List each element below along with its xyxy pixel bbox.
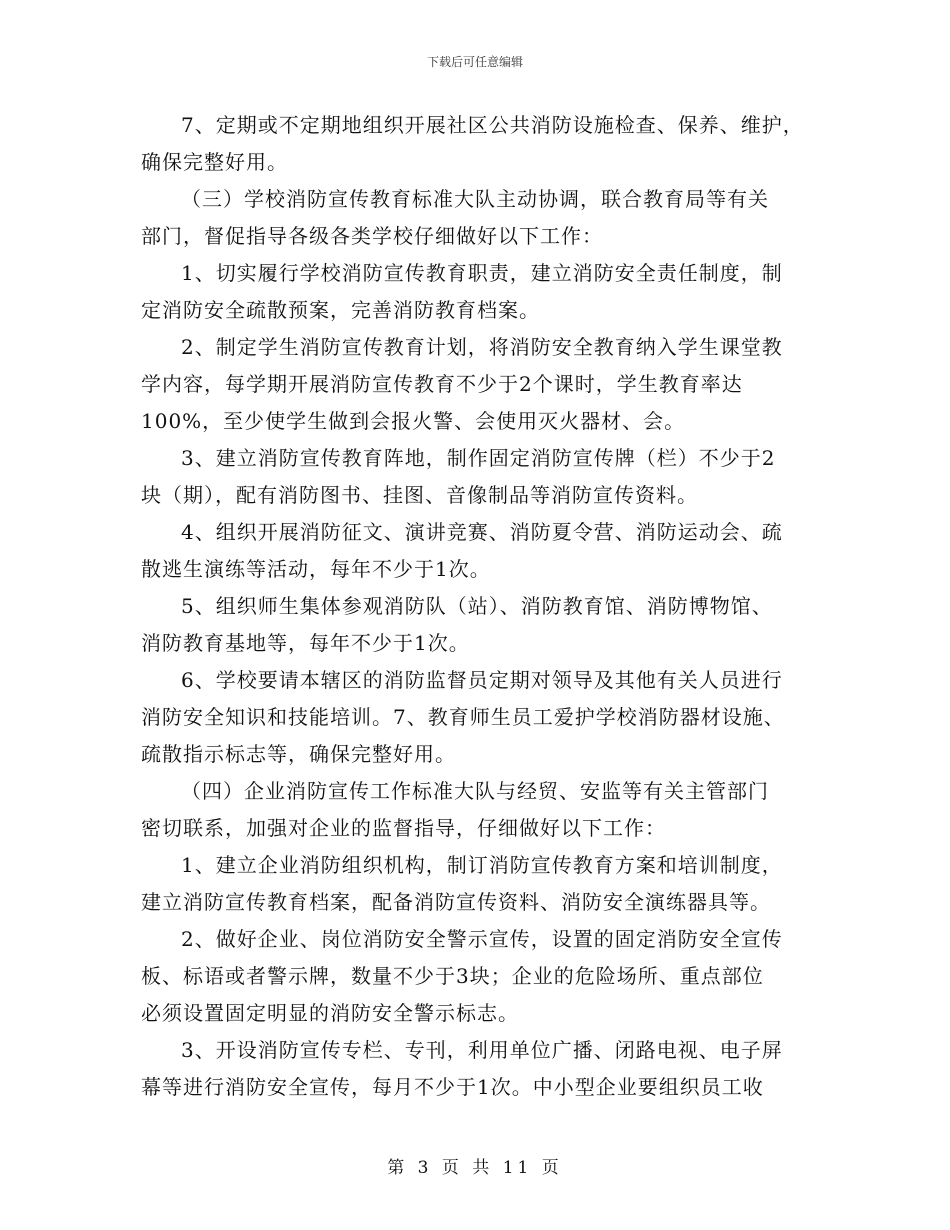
text-line: （三）学校消防宣传教育标准大队主动协调，联合教育局等有关 <box>181 187 769 211</box>
paragraph <box>141 440 811 514</box>
text-line: 2、做好企业、岗位消防安全警示宣传，设置的固定消防安全宣传 <box>181 927 783 951</box>
text-line: 块（期），配有消防图书、挂图、音像制品等消防宣传资料。 <box>141 483 698 507</box>
text-line: 消防教育基地等，每年不少于1次。 <box>141 631 470 655</box>
paragraph <box>141 921 811 1032</box>
text-line: 1、建立企业消防组织机构，制订消防宣传教育方案和培训制度， <box>181 853 783 877</box>
text-line: 建立消防宣传教育档案，配备消防宣传资料、消防安全演练器具等。 <box>141 890 771 914</box>
text-line: 必须设置固定明显的消防安全警示标志。 <box>141 1001 519 1025</box>
paragraph <box>141 773 811 847</box>
text-line: 1、切实履行学校消防宣传教育职责，建立消防安全责任制度，制 <box>181 261 783 285</box>
text-line: 散逃生演练等活动，每年不少于1次。 <box>141 557 491 581</box>
paragraph <box>141 255 811 329</box>
text-line: 密切联系，加强对企业的监督指导，仔细做好以下工作： <box>141 816 666 840</box>
text-line: 100%，至少使学生做到会报火警、会使用灭火器材、会。 <box>141 409 686 433</box>
text-line: 3、建立消防宣传教育阵地，制作固定消防宣传牌（栏）不少于2 <box>181 446 776 470</box>
paragraph <box>141 662 811 773</box>
paragraph <box>141 1032 811 1106</box>
text-line: 6、学校要请本辖区的消防监督员定期对领导及其他有关人员进行 <box>181 668 783 692</box>
text-line: 幕等进行消防安全宣传，每月不少于1次。中小型企业要组织员工收 <box>141 1075 764 1099</box>
text-line: 部门，督促指导各级各类学校仔细做好以下工作： <box>141 224 603 248</box>
text-line: 疏散指示标志等，确保完整好用。 <box>141 742 456 766</box>
paragraph <box>141 107 811 181</box>
document-body <box>141 107 811 1106</box>
text-line: 5、组织师生集体参观消防队（站）、消防教育馆、消防博物馆、 <box>181 594 773 618</box>
text-line: （四）企业消防宣传工作标准大队与经贸、安监等有关主管部门 <box>181 779 769 803</box>
text-line: 3、开设消防宣传专栏、专刊，利用单位广播、闭路电视、电子屏 <box>181 1038 783 1062</box>
paragraph <box>141 588 811 662</box>
text-line: 板、标语或者警示牌，数量不少于3块；企业的危险场所、重点部位 <box>141 964 764 988</box>
page-footer: 第 3 页 共 11 页 <box>387 1158 563 1178</box>
text-line: 消防安全知识和技能培训。7、教育师生员工爱护学校消防器材设施、 <box>141 705 785 729</box>
text-line: 2、制定学生消防宣传教育计划，将消防安全教育纳入学生课堂教 <box>181 335 783 359</box>
text-line: 学内容，每学期开展消防宣传教育不少于2个课时，学生教育率达 <box>141 372 743 396</box>
paragraph <box>141 847 811 921</box>
text-line: 确保完整好用。 <box>141 150 288 174</box>
paragraph <box>141 181 811 255</box>
paragraph <box>141 514 811 588</box>
text-line: 定消防安全疏散预案，完善消防教育档案。 <box>141 298 540 322</box>
text-line: 4、组织开展消防征文、演讲竞赛、消防夏令营、消防运动会、疏 <box>181 520 783 544</box>
text-line: 7、定期或不定期地组织开展社区公共消防设施检查、保养、维护， <box>181 113 804 137</box>
paragraph <box>141 329 811 440</box>
page-header: 下载后可任意编辑 <box>426 55 523 69</box>
